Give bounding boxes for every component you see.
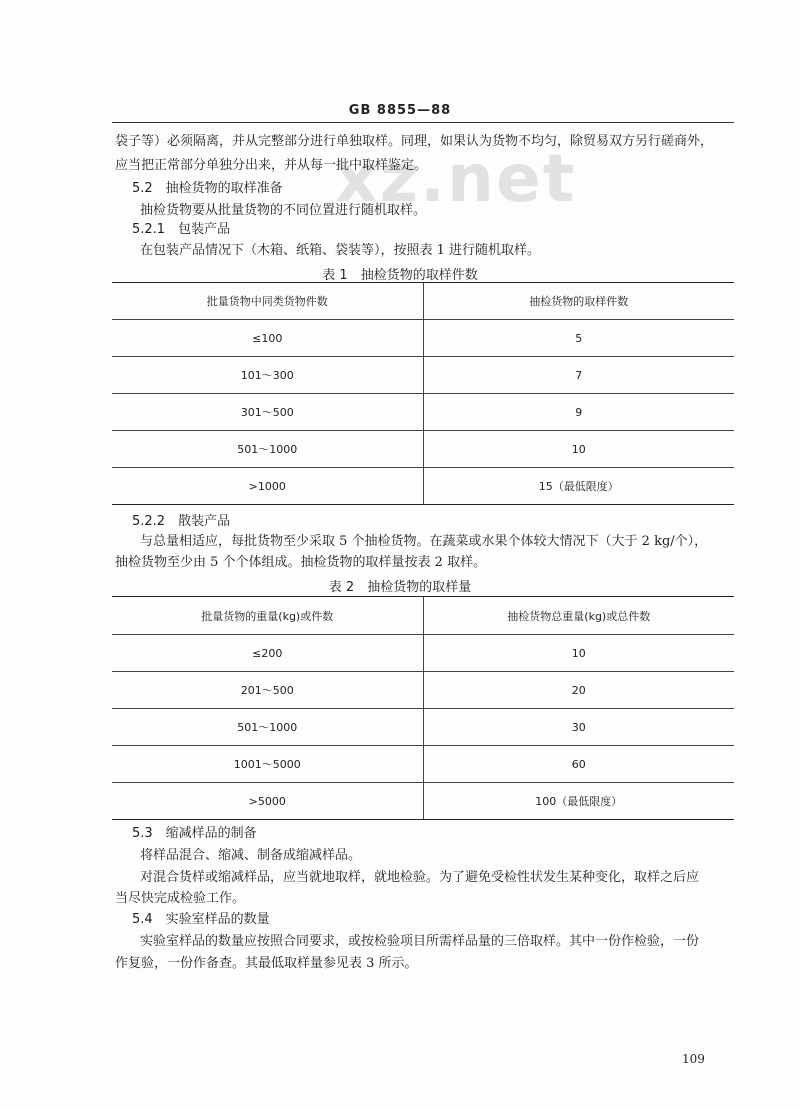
table-header-cell: 抽检货物总重量(kg)或总件数 xyxy=(507,609,651,623)
table-cell: 1001～5000 xyxy=(112,746,424,782)
paragraph-line: 将样品混合、缩减、制备成缩减样品。 xyxy=(140,848,362,863)
table-cell: 10 xyxy=(571,442,586,456)
paragraph-line: 作复验，一份作备查。其最低取样量参见表 3 所示。 xyxy=(115,956,418,971)
table-row xyxy=(112,745,734,782)
table-cell: 5 xyxy=(575,331,583,345)
standard-header: GB 8855—88 xyxy=(348,103,452,118)
table-header-cell: 批量货物中同类货物件数 xyxy=(112,283,424,319)
paragraph-line: 当尽快完成检验工作。 xyxy=(115,891,246,906)
table-cell: 501～1000 xyxy=(112,709,424,745)
table1-caption: 表 1 抽检货物的取样件数 xyxy=(322,268,478,283)
table-cell: ≤100 xyxy=(112,320,424,356)
section-heading-5-2-1: 5.2.1 包装产品 xyxy=(132,222,231,237)
table-row xyxy=(112,393,734,430)
paragraph-line: 抽检货物至少由 5 个个体组成。抽检货物的取样量按表 2 取样。 xyxy=(115,555,487,570)
section-heading-5-4: 5.4 实验室样品的数量 xyxy=(132,912,270,927)
paragraph-line: 与总量相适应，每批货物至少采取 5 个抽检货物。在蔬菜或水果个体较大情况下（大于 2 kg/个）， xyxy=(140,534,708,549)
table-cell: 7 xyxy=(575,368,583,382)
section-heading-5-3: 5.3 缩减样品的制备 xyxy=(132,826,257,841)
paragraph-line: 袋子等）必须隔离，并从完整部分进行单独取样。同理，如果认为货物不均匀，除贸易双方另行磋商外， xyxy=(115,134,714,149)
table-cell: 15（最低限度） xyxy=(538,480,619,493)
paragraph-line: 对混合货样或缩减样品，应当就地取样，就地检验。为了避免受检性状发生某种变化，取样之后应 xyxy=(140,870,700,885)
table-row xyxy=(112,430,734,467)
table-cell: ≤200 xyxy=(112,635,424,671)
watermark: xz.net xyxy=(335,140,577,217)
table-cell: 501～1000 xyxy=(112,431,424,467)
table-header-cell: 批量货物的重量(kg)或件数 xyxy=(112,597,424,634)
table-header-row xyxy=(112,597,734,634)
paragraph-line: 在包装产品情况下（木箱、纸箱、袋装等），按照表 1 进行随机取样。 xyxy=(140,243,541,258)
table-row xyxy=(112,782,734,819)
table-cell: 301～500 xyxy=(112,394,424,430)
table1 xyxy=(112,282,734,505)
table2 xyxy=(112,596,734,820)
table-cell: >5000 xyxy=(112,783,424,819)
table-row xyxy=(112,671,734,708)
page-number: 109 xyxy=(682,1052,705,1066)
paragraph-line: 应当把正常部分单独分出来，并从每一批中取样鉴定。 xyxy=(115,158,428,173)
table-cell: 9 xyxy=(575,405,583,419)
section-heading-5-2: 5.2 抽检货物的取样准备 xyxy=(132,181,283,196)
table-cell: 20 xyxy=(571,683,586,697)
header-rule xyxy=(112,122,734,123)
table-row xyxy=(112,467,734,504)
table-cell: 10 xyxy=(571,646,586,660)
paragraph-line: 抽检货物要从批量货物的不同位置进行随机取样。 xyxy=(140,203,427,218)
table-row xyxy=(112,708,734,745)
paragraph-line: 实验室样品的数量应按照合同要求，或按检验项目所需样品量的三倍取样。其中一份作检验，一份 xyxy=(140,934,700,949)
table-row xyxy=(112,356,734,393)
table-cell: 60 xyxy=(571,757,586,771)
table-header-row xyxy=(112,283,734,319)
table-cell: >1000 xyxy=(112,468,424,504)
table2-caption: 表 2 抽检货物的取样量 xyxy=(328,580,472,595)
table-cell: 201～500 xyxy=(112,672,424,708)
table-row xyxy=(112,634,734,671)
table-header-cell: 抽检货物的取样件数 xyxy=(529,295,629,308)
table-cell: 101～300 xyxy=(112,357,424,393)
table-cell: 100（最低限度） xyxy=(535,795,623,808)
table-row xyxy=(112,319,734,356)
section-heading-5-2-2: 5.2.2 散装产品 xyxy=(132,514,231,529)
table-cell: 30 xyxy=(571,720,586,734)
